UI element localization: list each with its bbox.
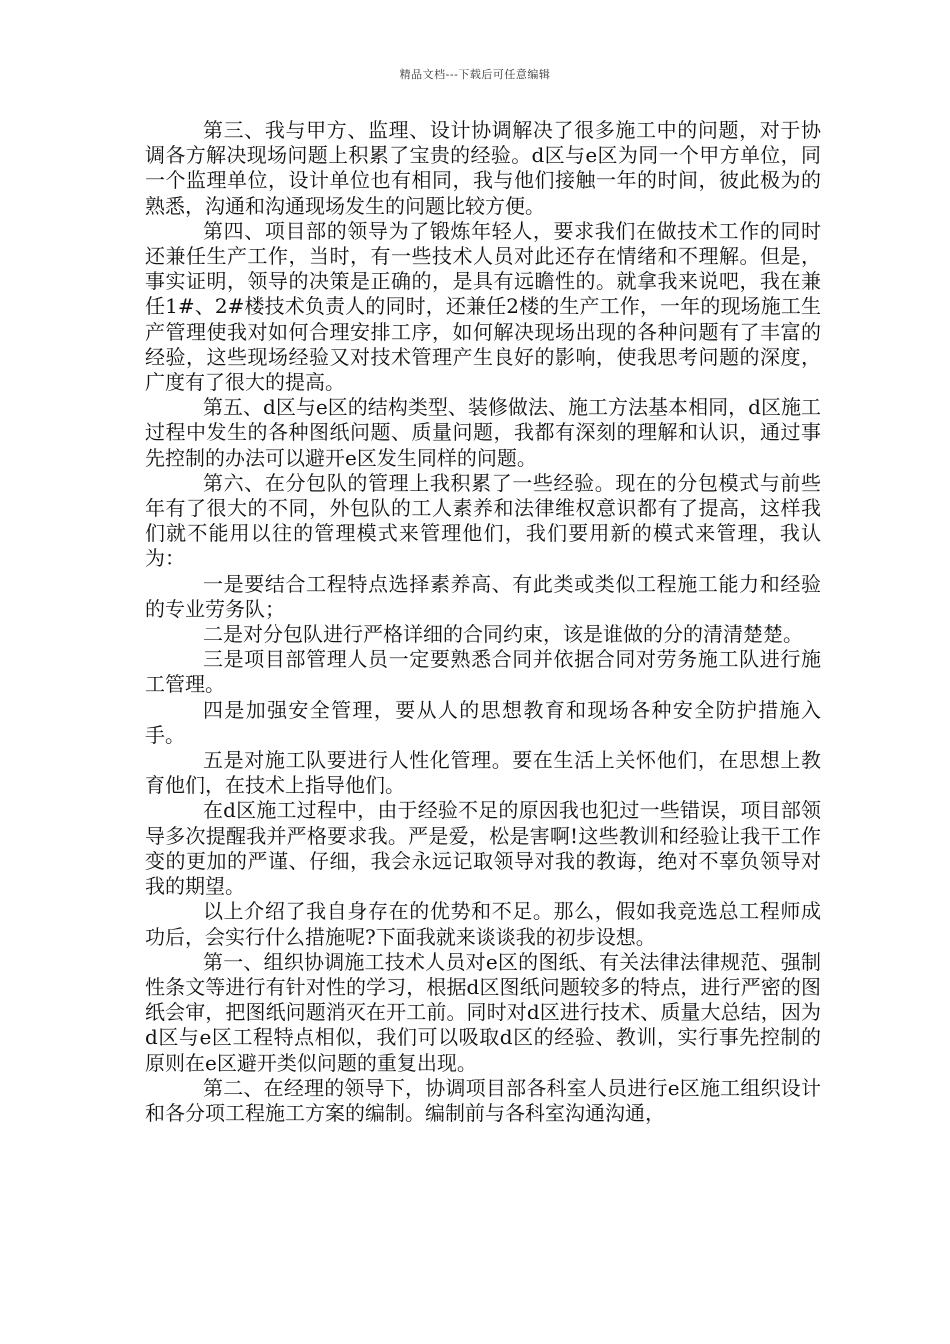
- document-body: [145, 118, 821, 1126]
- paragraph-1: 第三、我与甲方、监理、设计协调解决了很多施工中的问题，对于协调各方解决现场问题上积累了宝贵的经验。d区与e区为同一个甲方单位，同一个监理单位，设计单位也有相同，我与他们接触一年的时间，彼此极为的熟悉，沟通和沟通现场发生的问题比较方便。: [145, 118, 821, 218]
- paragraph-6: 二是对分包队进行严格详细的合同约束，该是谁做的分的清清楚楚。: [203, 622, 803, 647]
- paragraph-3: 第五、d区与e区的结构类型、装修做法、施工方法基本相同，d区施工过程中发生的各种图纸问题、质量问题，我都有深刻的理解和认识，通过事先控制的办法可以避开e区发生同样的问题。: [145, 395, 821, 470]
- paragraph-7: 三是项目部管理人员一定要熟悉合同并依据合同对劳务施工队进行施工管理。: [145, 647, 821, 697]
- paragraph-8: 四是加强安全管理，要从人的思想教育和现场各种安全防护措施入手。: [145, 697, 821, 747]
- paragraph-13: 第二、在经理的领导下，协调项目部各科室人员进行e区施工组织设计和各分项工程施工方案的编制。编制前与各科室沟通沟通，: [145, 1075, 821, 1125]
- paragraph-2: 第四、项目部的领导为了锻炼年轻人，要求我们在做技术工作的同时还兼任生产工作，当时，有一些技术人员对此还存在情绪和不理解。但是，事实证明，领导的决策是正确的，是具有远瞻性的。就拿我来说吧，我在兼任1#、2#楼技术负责人的同时，还兼任2楼的生产工作，一年的现场施工生产管理使我对如何合理安排工序，如何解决现场出现的各种问题有了丰富的经验，这些现场经验又对技术管理产生良好的影响，使我思考问题的深度，广度有了很大的提高。: [145, 218, 821, 395]
- paragraph-9: 五是对施工队要进行人性化管理。要在生活上关怀他们，在思想上教育他们，在技术上指导他们。: [145, 748, 821, 798]
- paragraph-11: 以上介绍了我自身存在的优势和不足。那么，假如我竞选总工程师成功后，会实行什么措施呢?下面我就来谈谈我的初步设想。: [145, 899, 821, 949]
- paragraph-10: 在d区施工过程中，由于经验不足的原因我也犯过一些错误，项目部领导多次提醒我并严格要求我。严是爱，松是害啊!这些教训和经验让我干工作变的更加的严谨、仔细，我会永远记取领导对我的教诲，绝对不辜负领导对我的期望。: [145, 798, 821, 899]
- paragraph-12: 第一、组织协调施工技术人员对e区的图纸、有关法律法律规范、强制性条文等进行有针对性的学习，根据d区图纸问题较多的特点，进行严密的图纸会审，把图纸问题消灭在开工前。同时对d区进行技术、质量大总结，因为d区与e区工程特点相似，我们可以吸取d区的经验、教训，实行事先控制的原则在e区避开类似问题的重复出现。: [145, 949, 821, 1075]
- paragraph-4: 第六、在分包队的管理上我积累了一些经验。现在的分包模式与前些年有了很大的不同，外包队的工人素养和法律维权意识都有了提高，这样我们就不能用以往的管理模式来管理他们，我们要用新的模式来管理，我认为：: [145, 470, 821, 571]
- paragraph-5: 一是要结合工程特点选择素养高、有此类或类似工程施工能力和经验的专业劳务队；: [145, 571, 821, 621]
- page-header: 精品文档---下载后可任意编辑: [399, 68, 551, 81]
